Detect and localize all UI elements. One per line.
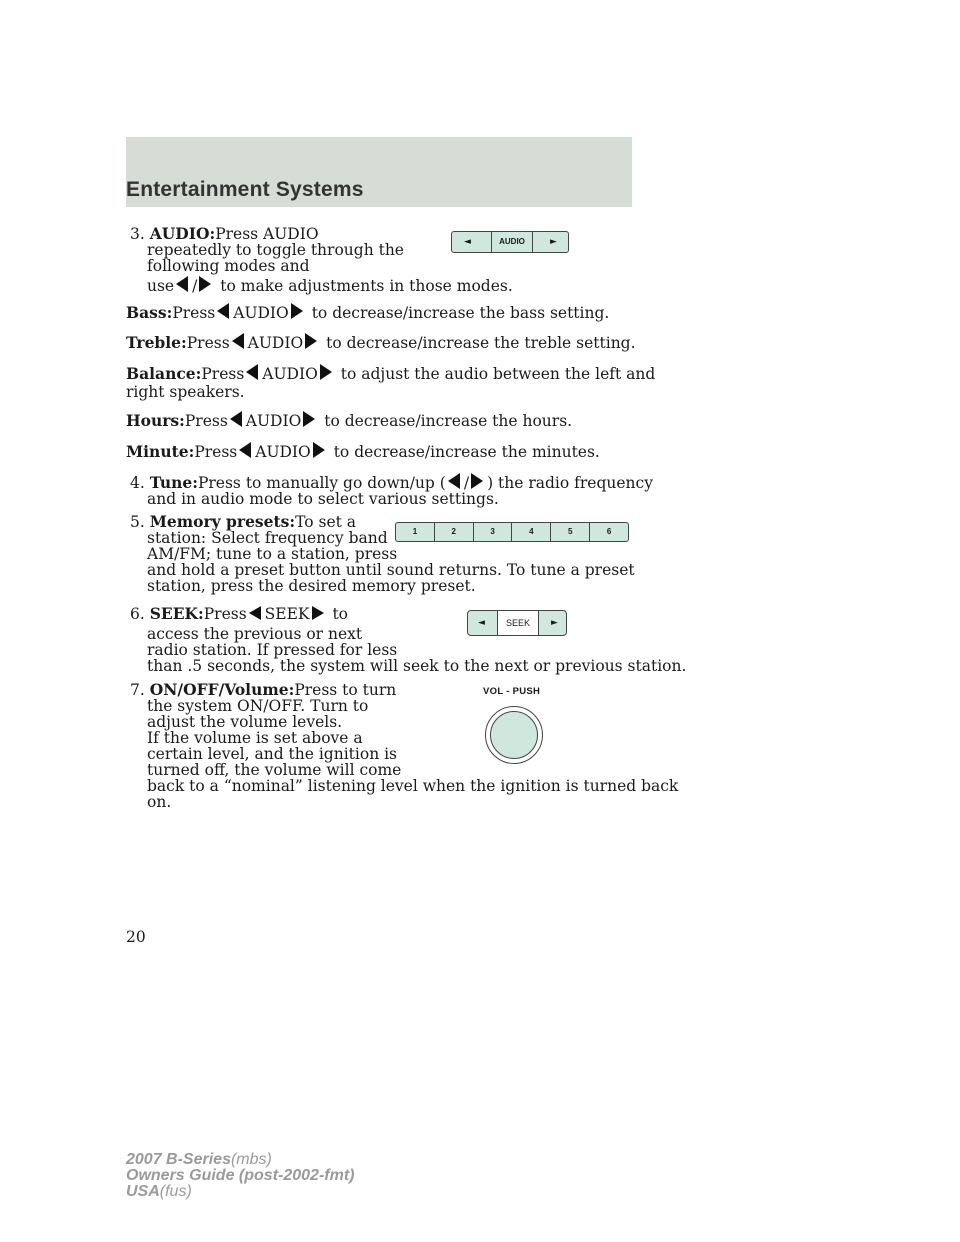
right-arrow-icon: [313, 442, 325, 458]
item-term: ON/OFF/Volume:: [149, 680, 295, 699]
item-minute: [126, 442, 600, 461]
left-arrow-icon: ◄: [478, 618, 485, 628]
footer-guide: Owners Guide (post-2002-fmt): [126, 1167, 355, 1184]
item-power-line4: If the volume is set above a: [147, 729, 363, 747]
item-presets-line4: and hold a preset button until sound returns. To tune a preset: [147, 561, 635, 579]
item-text: to: [332, 605, 348, 623]
item-text: to decrease/increase the treble setting.: [326, 334, 636, 352]
item-seek-line1: [130, 606, 348, 623]
volume-knob-label: VOL - PUSH: [483, 686, 541, 697]
preset-2: 2: [435, 523, 474, 541]
item-balance: [126, 364, 655, 383]
item-text: to decrease/increase the minutes.: [333, 443, 600, 461]
seek-button-illustration: [467, 610, 567, 636]
text-press: Press: [172, 304, 216, 322]
right-arrow-icon: [199, 276, 211, 292]
item-audio-line2: repeatedly to toggle through the: [147, 241, 404, 259]
left-arrow-icon: [246, 364, 258, 380]
item-audio-line4: [147, 276, 513, 295]
left-arrow-icon: [176, 276, 188, 292]
footer-market-code: (fus): [159, 1183, 192, 1200]
item-number: 6.: [130, 605, 145, 623]
item-text: Press to turn: [294, 681, 397, 699]
left-arrow-icon: [217, 303, 229, 319]
item-text: To set a: [295, 513, 357, 531]
left-arrow-icon: [249, 606, 261, 620]
item-tune: [130, 473, 653, 492]
footer-model: 2007 B-Series: [126, 1151, 231, 1168]
item-presets-line2: station: Select frequency band: [147, 529, 388, 547]
right-arrow-icon: [312, 606, 324, 620]
right-arrow-icon: ►: [551, 618, 558, 628]
footer-line3: [126, 1184, 354, 1200]
item-hours: [126, 411, 572, 430]
text-seek: SEEK: [264, 605, 310, 623]
item-text: to adjust the audio between the left and: [340, 365, 656, 383]
item-text: to decrease/increase the bass setting.: [311, 304, 610, 322]
item-power-line6: turned off, the volume will come: [147, 761, 402, 779]
item-term: SEEK:: [149, 604, 204, 623]
right-arrow-icon: [320, 364, 332, 380]
item-number: 4.: [130, 474, 145, 492]
footer-line1: [126, 1152, 354, 1168]
item-term: Minute:: [126, 442, 195, 461]
left-arrow-icon: [232, 333, 244, 349]
left-arrow-icon: [448, 473, 460, 489]
left-arrow-icon: [239, 442, 251, 458]
item-term: Treble:: [126, 333, 187, 352]
page-number: 20: [126, 928, 146, 946]
item-balance-line2: right speakers.: [126, 383, 245, 401]
preset-buttons-illustration: [395, 522, 629, 542]
item-presets-line5: station, press the desired memory preset.: [147, 577, 476, 595]
right-arrow-icon: ►: [550, 237, 557, 247]
item-bass: [126, 303, 609, 322]
slash: /: [192, 277, 198, 295]
right-arrow-icon: [291, 303, 303, 319]
item-text: to decrease/increase the hours.: [324, 412, 573, 430]
text-rest: to make adjustments in those modes.: [220, 277, 513, 295]
left-arrow-icon: [230, 411, 242, 427]
footer-market: USA: [126, 1183, 160, 1200]
item-tune-line2: and in audio mode to select various settings.: [147, 490, 499, 508]
item-text: ) the radio frequency: [487, 474, 653, 492]
footer-model-code: (mbs): [230, 1151, 272, 1168]
right-arrow-icon: [303, 411, 315, 427]
text-audio: AUDIO: [255, 443, 311, 461]
item-power-line8: on.: [147, 793, 172, 811]
item-power-line5: certain level, and the ignition is: [147, 745, 398, 763]
item-seek-line3: radio station. If pressed for less: [147, 641, 398, 659]
item-number: 7.: [130, 681, 145, 699]
text-audio: AUDIO: [245, 412, 302, 430]
footer: [126, 1152, 354, 1200]
item-term: AUDIO:: [149, 224, 216, 243]
item-text: Press to manually go down/up (: [197, 474, 446, 492]
text-press: Press: [194, 443, 238, 461]
audio-button-illustration: [451, 231, 569, 253]
item-term: Tune:: [149, 473, 198, 492]
preset-1: 1: [396, 523, 435, 541]
text-press: Press: [186, 334, 230, 352]
text-use: use: [147, 277, 175, 295]
right-arrow-icon: [471, 473, 483, 489]
item-power-line3: adjust the volume levels.: [147, 713, 343, 731]
seek-button-label: SEEK: [497, 611, 539, 635]
item-power-line7: back to a “nominal” listening level when the ignition is turned back: [147, 777, 679, 795]
item-text: Press AUDIO: [215, 225, 319, 243]
item-number: 3.: [130, 225, 145, 243]
text-audio: AUDIO: [247, 334, 304, 352]
right-arrow-icon: [305, 333, 317, 349]
preset-6: 6: [606, 527, 612, 536]
preset-5: 5: [551, 523, 590, 541]
preset-4: 4: [512, 523, 551, 541]
item-term: Hours:: [126, 411, 185, 430]
item-term: Balance:: [126, 364, 202, 383]
text-audio: AUDIO: [233, 304, 289, 322]
item-number: 5.: [130, 513, 145, 531]
left-arrow-icon: ◄: [464, 237, 471, 247]
text-press: Press: [203, 605, 247, 623]
item-term: Memory presets:: [149, 512, 296, 531]
text-press: Press: [184, 412, 228, 430]
item-seek-line4: than .5 seconds, the system will seek to the next or previous station.: [147, 657, 687, 675]
item-power-line2: the system ON/OFF. Turn to: [147, 697, 369, 715]
section-title: Entertainment Systems: [126, 178, 364, 201]
text-audio: AUDIO: [262, 365, 318, 383]
preset-3: 3: [474, 523, 513, 541]
slash: /: [463, 474, 470, 492]
item-presets-line3: AM/FM; tune to a station, press: [147, 545, 398, 563]
item-seek-line2: access the previous or next: [147, 625, 363, 643]
footer-line2: [126, 1168, 354, 1184]
item-treble: [126, 333, 636, 352]
audio-button-label: AUDIO: [491, 232, 533, 252]
text-press: Press: [201, 365, 245, 383]
item-term: Bass:: [126, 303, 173, 322]
item-audio-line3: following modes and: [147, 257, 310, 275]
volume-knob-center: [490, 711, 538, 759]
